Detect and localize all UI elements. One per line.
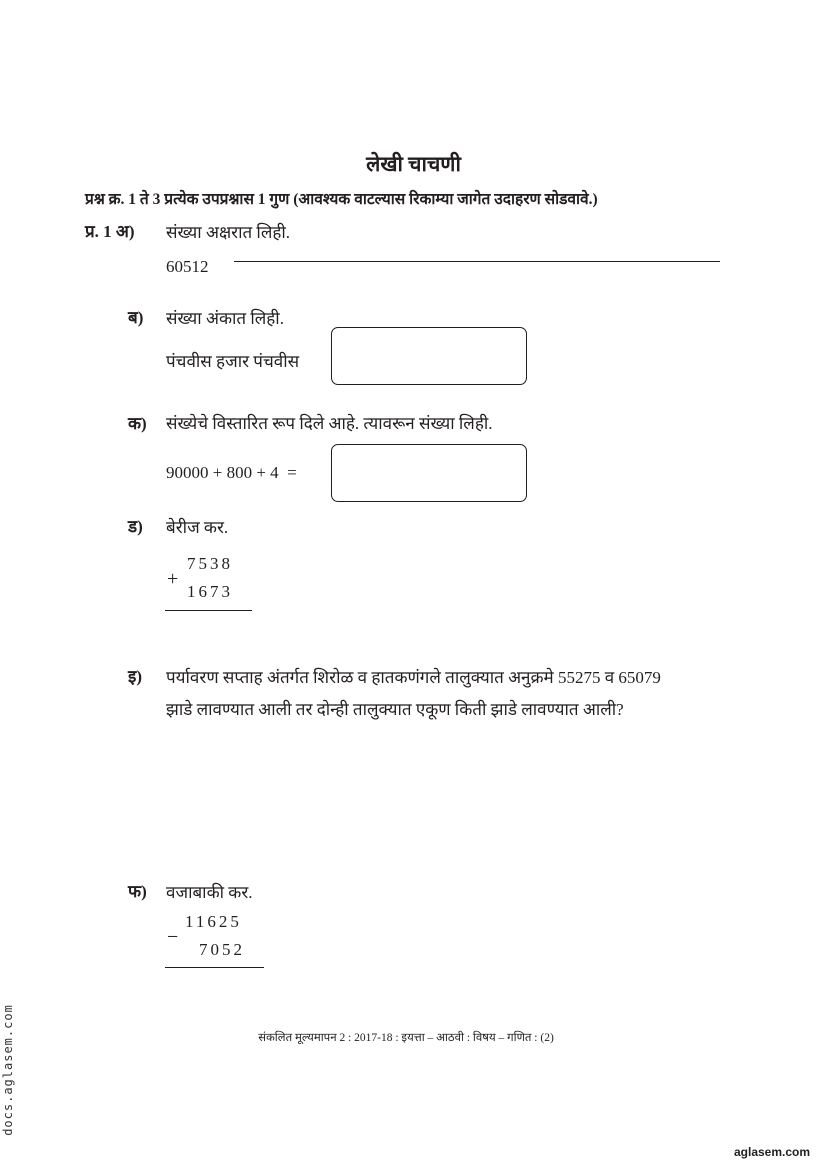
instruction: प्रश्न क्र. 1 ते 3 प्रत्येक उपप्रश्नास 1 गुण (आवश्यक वाटल्यास रिकाम्या जागेत उदाहरण सोडवावे.) <box>85 191 598 208</box>
q1k-expression: 90000 + 800 + 4 = <box>166 463 297 482</box>
q1a-number: 60512 <box>166 257 209 276</box>
q1b-text: संख्या अंकात लिही. <box>166 309 284 328</box>
q1d-text: बेरीज कर. <box>166 518 229 537</box>
q1i-line1: पर्यावरण सप्ताह अंतर्गत शिरोळ व हातकणंगले तालुक्यात अनुक्रमे 55275 व 65079 <box>166 668 661 687</box>
q1a-text: संख्या अक्षरात लिही. <box>166 223 291 242</box>
answer-box[interactable] <box>331 327 527 385</box>
brand-link[interactable]: aglasem.com <box>734 1145 811 1159</box>
subtrahend: 7052 <box>199 940 245 959</box>
q1a-label: प्र. 1 अ) <box>85 222 135 241</box>
q1i-label: इ) <box>128 667 143 686</box>
addend-bottom: 1673 <box>187 582 233 601</box>
q1i-line2: झाडे लावण्यात आली तर दोन्ही तालुक्यात एकूण किती झाडे लावण्यात आली? <box>166 700 624 719</box>
answer-line[interactable] <box>234 261 720 262</box>
difference-line <box>165 967 264 968</box>
page-footer: संकलित मूल्यमापन 2 : 2017-18 : इयत्ता – आठवी : विषय – गणित : (2) <box>258 1032 554 1044</box>
page-title: लेखी चाचणी <box>366 152 461 176</box>
q1d-label: ड) <box>128 517 143 536</box>
q1k-label: क) <box>128 414 147 433</box>
q1f-text: वजाबाकी कर. <box>166 883 253 902</box>
watermark: docs.aglasem.com <box>0 1004 15 1136</box>
answer-box[interactable] <box>331 444 527 502</box>
q1b-prompt: पंचवीस हजार पंचवीस <box>166 352 300 371</box>
plus-sign: + <box>167 568 179 590</box>
q1f-label: फ) <box>128 882 147 901</box>
minus-sign: − <box>167 926 179 948</box>
q1k-text: संख्येचे विस्तारित रूप दिले आहे. त्यावरून संख्या लिही. <box>166 414 493 433</box>
addend-top: 7538 <box>187 554 233 573</box>
sum-line <box>165 610 252 611</box>
minuend: 11625 <box>185 912 242 931</box>
q1b-label: ब) <box>128 308 144 327</box>
